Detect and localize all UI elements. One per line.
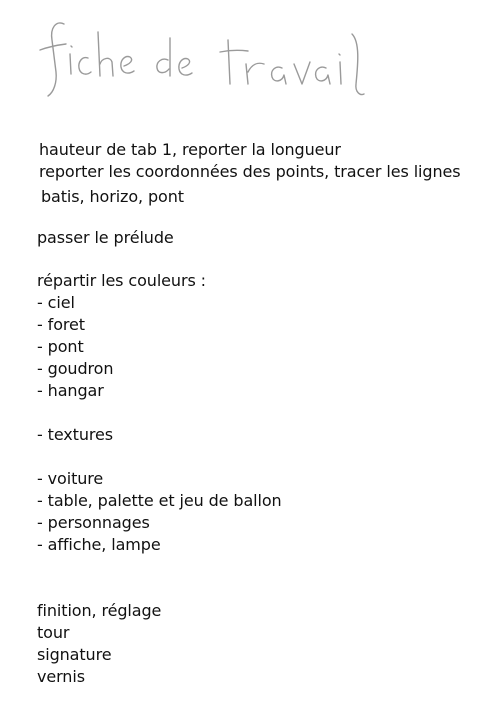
list-item-table: - table, palette et jeu de ballon: [37, 491, 282, 510]
list-item-voiture: - voiture: [37, 469, 104, 488]
text-line-1: hauteur de tab 1, reporter la longueur: [39, 140, 341, 159]
text-line-tour: tour: [37, 623, 70, 642]
text-line-2: reporter les coordonnées des points, tracer les lignes: [39, 162, 461, 181]
text-line-vernis: vernis: [37, 667, 85, 686]
text-line-finition: finition, réglage: [37, 601, 162, 620]
text-line-3: batis, horizo, pont: [41, 187, 184, 206]
text-line-5: répartir les couleurs :: [37, 271, 206, 290]
list-item-ciel: - ciel: [37, 293, 75, 312]
list-item-hangar: - hangar: [37, 381, 104, 400]
list-item-personnages: - personnages: [37, 513, 150, 532]
list-item-pont: - pont: [37, 337, 84, 356]
list-item-goudron: - goudron: [37, 359, 114, 378]
text-line-signature: signature: [37, 645, 112, 664]
list-item-textures: - textures: [37, 425, 113, 444]
list-item-affiche: - affiche, lampe: [37, 535, 161, 554]
text-line-4: passer le prélude: [37, 228, 174, 247]
list-item-foret: - foret: [37, 315, 85, 334]
handwritten-title: [30, 14, 370, 104]
